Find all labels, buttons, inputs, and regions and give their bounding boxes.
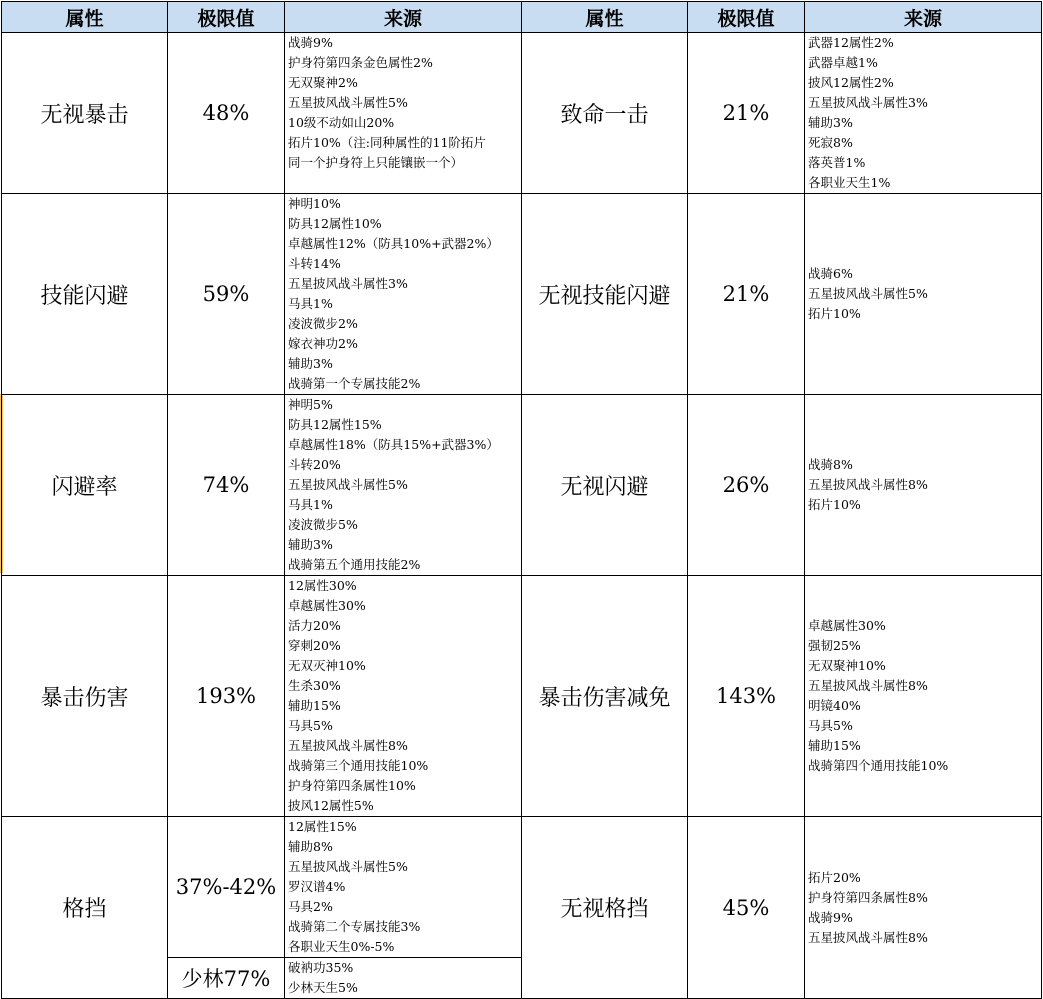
source-item: 辅助8% (288, 839, 333, 854)
source-item: 战骑第二个专属技能3% (288, 919, 421, 934)
source-item: 战骑6% (808, 266, 853, 281)
attribute-table (1, 1, 1042, 999)
source-item: 卓越属性12%（防具10%+武器2%） (288, 236, 499, 251)
limit-value-shaolin: 少林77% (168, 958, 285, 999)
source-item: 护身符第四条属性10% (288, 778, 416, 793)
source-item: 武器卓越1% (808, 55, 878, 70)
source-item: 卓越属性18%（防具15%+武器3%） (288, 437, 499, 452)
limit-value: 143% (688, 576, 805, 817)
attr-name: 无视技能闪避 (522, 194, 688, 395)
source-item: 嫁衣神功2% (288, 336, 358, 351)
source-list (285, 958, 522, 999)
source-list (805, 194, 1042, 395)
source-item: 斗转20% (288, 457, 341, 472)
source-item: 武器12属性2% (808, 35, 894, 50)
source-item: 罗汉谱4% (288, 879, 346, 894)
source-list (805, 576, 1042, 817)
source-item: 五星披风战斗属性8% (288, 738, 408, 753)
source-item: 战骑9% (808, 909, 853, 925)
source-item: 辅助15% (808, 738, 861, 753)
source-item: 无双灭神10% (288, 658, 366, 673)
source-item: 马具1% (288, 296, 333, 311)
source-item: 斗转14% (288, 256, 341, 271)
table-row (2, 395, 1042, 576)
attr-name: 无视闪避 (522, 395, 688, 576)
source-item: 明镜40% (808, 698, 861, 713)
source-list (805, 817, 1042, 999)
source-item: 防具12属性15% (288, 417, 382, 432)
source-item: 同一个护身符上只能镶嵌一个） (288, 155, 464, 170)
header-source-right: 来源 (805, 2, 1042, 33)
source-item: 防具12属性10% (288, 216, 382, 231)
header-value-left: 极限值 (168, 2, 285, 33)
source-item: 护身符第四条金色属性2% (288, 55, 433, 70)
source-item: 马具5% (808, 718, 853, 733)
source-list (285, 576, 522, 817)
source-list (805, 395, 1042, 576)
source-item: 战骑9% (288, 35, 333, 50)
source-item: 五星披风战斗属性8% (808, 929, 928, 945)
source-item: 五星披风战斗属性8% (808, 477, 928, 492)
source-item: 披风12属性5% (288, 798, 374, 813)
source-item: 护身符第四条属性8% (808, 889, 928, 905)
source-item: 战骑第一个专属技能2% (288, 376, 421, 391)
source-item: 各职业天生0%-5% (288, 939, 395, 954)
source-item: 五星披风战斗属性5% (288, 95, 408, 110)
source-item: 战骑第五个通用技能2% (288, 557, 421, 572)
source-item: 五星披风战斗属性5% (808, 286, 928, 301)
source-item: 各职业天生1% (808, 175, 891, 190)
header-value-right: 极限值 (688, 2, 805, 33)
source-item: 辅助3% (808, 115, 853, 130)
attr-name: 致命一击 (522, 33, 688, 194)
source-item: 战骑8% (808, 457, 853, 472)
source-item: 12属性30% (288, 578, 357, 593)
source-item: 拓片20% (808, 869, 861, 885)
table-row (2, 817, 1042, 958)
limit-value: 26% (688, 395, 805, 576)
attr-name: 无视格挡 (522, 817, 688, 999)
attr-name: 闪避率 (2, 395, 168, 576)
source-item: 马具1% (288, 497, 333, 512)
source-item: 10级不动如山20% (288, 115, 395, 130)
source-item: 战骑第三个通用技能10% (288, 758, 429, 773)
source-item: 死寂8% (808, 135, 853, 150)
source-item: 凌波微步5% (288, 517, 358, 532)
limit-value: 59% (168, 194, 285, 395)
source-item: 马具2% (288, 899, 333, 914)
attr-name: 无视暴击 (2, 33, 168, 194)
limit-value: 21% (688, 33, 805, 194)
source-item: 五星披风战斗属性5% (288, 859, 408, 874)
source-item: 强韧25% (808, 638, 861, 653)
source-item: 披风12属性2% (808, 75, 894, 90)
source-item: 生杀30% (288, 678, 341, 693)
source-item: 无双聚神10% (808, 658, 886, 673)
limit-value: 45% (688, 817, 805, 999)
source-item: 穿刺20% (288, 638, 341, 653)
source-item: 五星披风战斗属性3% (288, 276, 408, 291)
source-item: 卓越属性30% (288, 598, 366, 613)
source-item: 神明10% (288, 196, 341, 211)
source-item: 卓越属性30% (808, 618, 886, 633)
limit-value: 21% (688, 194, 805, 395)
table-row (2, 33, 1042, 194)
source-list (285, 395, 522, 576)
source-list (285, 194, 522, 395)
source-item: 少林天生5% (288, 980, 358, 995)
source-item: 活力20% (288, 618, 341, 633)
source-item: 凌波微步2% (288, 316, 358, 331)
attr-name: 暴击伤害减免 (522, 576, 688, 817)
attr-name: 技能闪避 (2, 194, 168, 395)
source-item: 拓片10% (808, 306, 861, 321)
source-item: 五星披风战斗属性8% (808, 678, 928, 693)
source-item: 神明5% (288, 397, 333, 412)
source-item: 五星披风战斗属性5% (288, 477, 408, 492)
source-item: 战骑第四个通用技能10% (808, 758, 949, 773)
source-list (285, 817, 522, 958)
header-source-left: 来源 (285, 2, 522, 33)
header-attr-right: 属性 (522, 2, 688, 33)
source-list (285, 33, 522, 194)
source-item: 五星披风战斗属性3% (808, 95, 928, 110)
header-row (2, 2, 1042, 33)
attr-name: 格挡 (2, 817, 168, 999)
attr-name: 暴击伤害 (2, 576, 168, 817)
source-item: 12属性15% (288, 819, 357, 834)
table-row (2, 576, 1042, 817)
source-item: 落英普1% (808, 155, 866, 170)
limit-value: 74% (168, 395, 285, 576)
source-item: 辅助3% (288, 356, 333, 371)
source-item: 破衲功35% (288, 960, 354, 975)
source-item: 拓片10% (808, 497, 861, 512)
source-item: 马具5% (288, 718, 333, 733)
source-item: 辅助3% (288, 537, 333, 552)
source-item: 辅助15% (288, 698, 341, 713)
header-attr-left: 属性 (2, 2, 168, 33)
limit-value: 48% (168, 33, 285, 194)
limit-value: 193% (168, 576, 285, 817)
source-list (805, 33, 1042, 194)
table-row (2, 194, 1042, 395)
source-item: 无双聚神2% (288, 75, 358, 90)
limit-value: 37%-42% (168, 817, 285, 958)
source-item: 拓片10%（注:同种属性的11阶拓片 (288, 135, 486, 150)
